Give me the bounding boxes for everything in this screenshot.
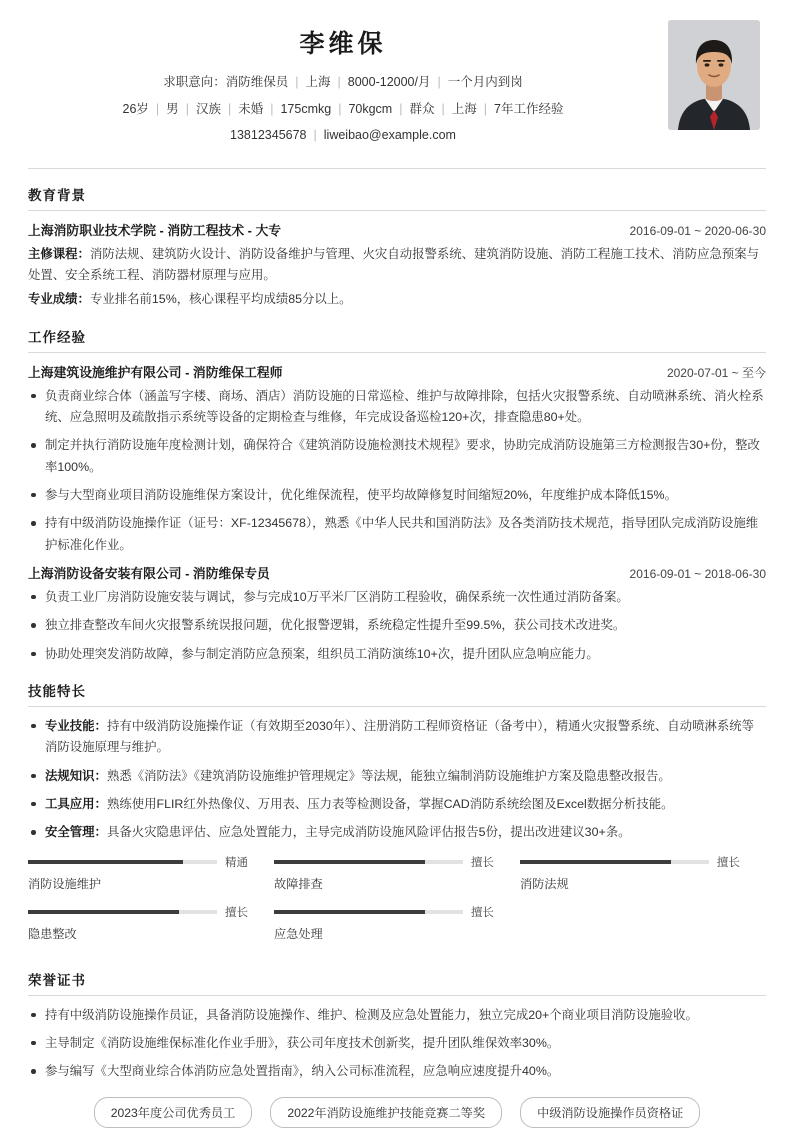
meta-job-intent: 求职意向：消防维保员 [163,75,289,89]
skill-bar-item [28,904,274,942]
skill-name: 隐患整改 [28,926,77,941]
section-skills [28,680,766,954]
list-item: 主导制定《消防设施维保标准化作业手册》，获公司年度技术创新奖，提升团队维保效率30%。 [28,1033,766,1054]
section-title-skills: 技能特长 [28,680,766,707]
work-bullets [28,386,766,556]
skill-fill [28,860,183,864]
skill-fill [28,910,179,914]
education-school: 上海消防职业技术学院 - 消防工程技术 - 大专 [28,222,282,238]
skill-bar-item [274,854,520,892]
status-badge: 2023年度公司优秀员工 [94,1097,253,1128]
skill-bar-row [28,904,248,920]
list-item [28,822,766,843]
work-date: 2020-07-01 ~ 至今 [666,365,766,380]
skill-point-label: 法规知识： [45,768,107,783]
skill-level: 精通 [224,856,248,869]
skill-track [28,860,217,864]
section-title-honors: 荣誉证书 [28,969,766,996]
education-courses [28,244,766,287]
skill-point-text: 熟练使用FLIR红外热像仪、万用表、压力表等检测设备，掌握CAD消防系统绘图及Excel数据分析技能。 [106,796,674,811]
meta-ethnicity: 汉族 [195,101,221,116]
skill-bar-item [274,904,520,942]
skill-level: 擅长 [224,906,248,919]
skill-bar-item [520,854,766,892]
separator: | [337,75,341,89]
avatar [668,20,760,130]
list-item [28,794,766,815]
separator: | [338,101,342,116]
skill-track [274,910,463,914]
meta-marital: 未婚 [238,101,264,116]
meta-weight: 70kgcm [348,101,393,116]
education-date: 2016-09-01 ~ 2020-06-30 [629,223,766,238]
skill-fill [520,860,671,864]
skill-bar-row [520,854,740,870]
meta-political: 群众 [409,101,435,116]
education-courses-text: 消防法规、建筑防火设计、消防设备维护与管理、火灾自动报警系统、建筑消防设施、消防工程施工技术、消防应急预案与处置、安全系统工程、消防器材原理与应用。 [28,246,760,283]
work-entry [28,362,766,556]
separator: | [313,128,317,142]
skill-name: 消防法规 [519,876,569,891]
skill-level: 擅长 [716,856,740,869]
list-item: 持有中级消防设施操作证（证号：XF-12345678），熟悉《中华人民共和国消防法》及各类消防技术规范，指导团队完成消防设施维护标准化作业。 [28,513,766,556]
section-work [28,326,766,665]
meta-age: 26岁 [122,101,149,116]
skill-point-text: 具备火灾隐患评估、应急处置能力，主导完成消防设施风险评估报告5份，提出改进建议30+条。 [106,825,631,840]
list-item: 参与编写《大型商业综合体消防应急处置指南》，纳入公司标准流程，应急响应速度提升40%。 [28,1061,766,1082]
list-item: 制定并执行消防设施年度检测计划，确保符合《建筑消防设施检测技术规程》要求，协助完成消防设施第三方检测报告30+份，整改率100%。 [28,435,766,478]
skill-point-label: 工具应用： [45,796,107,811]
skill-bar-row [274,854,494,870]
skill-name: 故障排查 [273,876,323,891]
status-badge: 中级消防设施操作员资格证 [520,1097,700,1128]
skill-point-text: 熟悉《消防法》《建筑消防设施维护管理规定》等法规，能独立编制消防设施维护方案及隐患整改报告。 [106,768,671,783]
avatar-photo-icon [668,20,760,130]
meta-height: 175cmkg [280,101,332,116]
meta-hometown: 上海 [451,101,477,116]
list-item [28,716,766,759]
skill-point-text: 持有中级消防设施操作证（有效期至2030年）、注册消防工程师资格证（备考中），精通火灾报警系统、自动喷淋系统等消防设施原理与维护。 [45,718,755,755]
status-badge: 2022年消防设施维护技能竞赛二等奖 [270,1097,502,1128]
separator: | [155,101,160,116]
header-meta-line-1 [28,74,658,92]
education-grade [28,289,766,311]
meta-city: 上海 [305,75,331,89]
section-title-education: 教育背景 [28,184,766,211]
meta-phone: 13812345678 [230,128,307,142]
work-company: 上海建筑设施维护有限公司 - 消防维保工程师 [28,364,283,380]
skill-name: 应急处理 [273,926,323,941]
list-item [28,766,766,787]
list-item: 独立排查整改车间火灾报警系统误报问题，优化报警逻辑，系统稳定性提升至99.5%，获公司技术改进奖。 [28,615,766,636]
work-entry-head [28,563,766,582]
education-grade-text: 专业排名前15%，核心课程平均成绩85分以上。 [89,291,352,306]
section-title-work: 工作经验 [28,326,766,353]
list-item: 负责工业厂房消防设施安装与调试，参与完成10万平米厂区消防工程验收，确保系统一次性通过消防备案。 [28,587,766,608]
skill-point-label: 专业技能： [45,718,107,733]
education-courses-label: 主修课程： [28,246,90,261]
work-entry [28,563,766,665]
skill-level: 擅长 [470,906,494,919]
skill-fill [274,860,425,864]
section-honors [28,969,766,1128]
resume-header [28,20,766,169]
page-title: 李维保 [299,30,387,58]
header-meta-line-2 [28,101,658,119]
skill-bar-item [28,854,274,892]
education-entry-head [28,220,766,239]
separator: | [295,75,299,89]
skill-track [274,860,463,864]
skill-track [28,910,217,914]
skill-bar-grid [28,854,766,954]
skill-fill [274,910,425,914]
skill-bar-row [274,904,494,920]
work-entry-head [28,362,766,381]
meta-availability: 一个月内到岗 [447,75,523,89]
meta-salary: 8000-12000/月 [347,75,431,89]
skill-name: 消防设施维护 [28,876,102,891]
separator: | [270,101,274,116]
list-item: 持有中级消防设施操作员证，具备消防设施操作、维护、检测及应急处置能力，独立完成20+个商业项目消防设施验收。 [28,1005,766,1026]
list-item: 协助处理突发消防故障，参与制定消防应急预案，组织员工消防演练10+次，提升团队应急响应能力。 [28,644,766,665]
skill-level: 擅长 [470,856,494,869]
skill-bar-row [28,854,248,870]
meta-gender: 男 [166,101,179,116]
education-grade-label: 专业成绩： [28,291,90,306]
separator: | [185,101,189,116]
header-meta-line-3 [28,127,658,145]
work-company: 上海消防设备安装有限公司 - 消防维保专员 [28,565,270,581]
separator: | [227,101,232,116]
list-item: 负责商业综合体（涵盖写字楼、商场、酒店）消防设施的日常巡检、维护与故障排除，包括火灾报警系统、自动喷淋系统、消火栓系统、应急照明及疏散指示系统等设备的定期检查与维修，年完成设备巡检120+次，排查隐患80+处。 [28,386,766,429]
work-date: 2016-09-01 ~ 2018-06-30 [629,566,766,581]
skill-point-label: 安全管理： [45,825,107,840]
header-main [28,20,658,154]
separator: | [483,101,488,116]
separator: | [399,101,403,116]
meta-email: liweibao@example.com [323,128,456,142]
section-education [28,184,766,311]
separator: | [441,101,445,116]
skills-bullets [28,716,766,844]
separator: | [437,75,441,89]
meta-experience: 7年工作经验 [494,101,564,116]
list-item: 参与大型商业项目消防设施维保方案设计，优化维保流程，使平均故障修复时间缩短20%，年度维护成本降低15%。 [28,485,766,506]
work-bullets [28,587,766,665]
skill-track [520,860,709,864]
honors-bullets [28,1005,766,1083]
